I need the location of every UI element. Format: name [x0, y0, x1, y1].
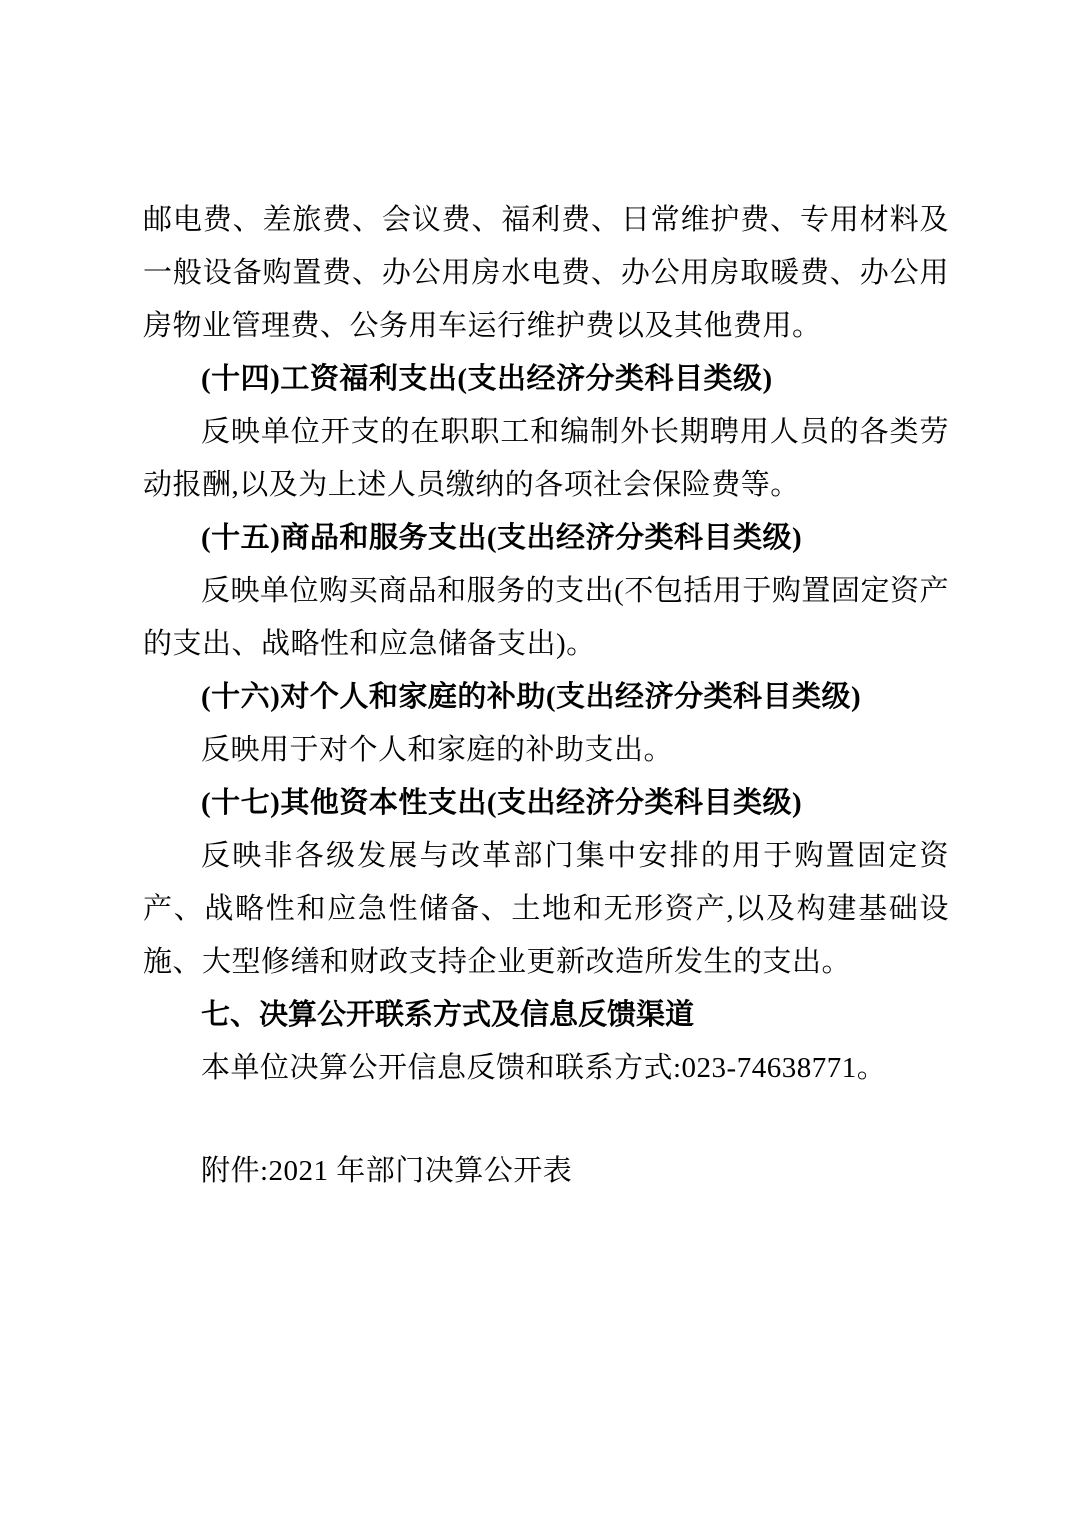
blank-line-spacer [143, 1095, 949, 1145]
paragraph-wage-welfare-description: 反映单位开支的在职职工和编制外长期聘用人员的各类劳动报酬,以及为上述人员缴纳的各项社会保险费等。 [143, 416, 949, 501]
section-heading-17-other-capital-expenditure: (十七)其他资本性支出(支出经济分类科目类级) [201, 787, 803, 819]
paragraph-goods-services-description: 反映单位购买商品和服务的支出(不包括用于购置固定资产的支出、战略性和应急储备支出)。 [143, 575, 949, 660]
paragraph-other-capital-expenditure-description: 反映非各级发展与改革部门集中安排的用于购置固定资产、战略性和应急性储备、土地和无形资产,以及构建基础设施、大型修缮和财政支持企业更新改造所发生的支出。 [143, 840, 949, 978]
section-heading-14-wage-welfare-expenditure: (十四)工资福利支出(支出经济分类科目类级) [201, 363, 773, 395]
paragraph-contact-phone: 本单位决算公开信息反馈和联系方式:023-74638771。 [201, 1052, 887, 1084]
paragraph-individual-family-subsidies-description: 反映用于对个人和家庭的补助支出。 [201, 734, 674, 766]
paragraph-expense-items-continuation: 邮电费、差旅费、会议费、福利费、日常维护费、专用材料及一般设备购置费、办公用房水电费、办公用房取暖费、办公用房物业管理费、公务用车运行维护费以及其他费用。 [143, 204, 949, 342]
paragraph-attachment-note: 附件:2021 年部门决算公开表 [201, 1155, 573, 1187]
section-heading-15-goods-services-expenditure: (十五)商品和服务支出(支出经济分类科目类级) [201, 522, 803, 554]
section-heading-7-contact-feedback-channel: 七、决算公开联系方式及信息反馈渠道 [201, 999, 695, 1031]
document-content [143, 194, 949, 1198]
section-heading-16-individual-family-subsidies: (十六)对个人和家庭的补助(支出经济分类科目类级) [201, 681, 862, 713]
